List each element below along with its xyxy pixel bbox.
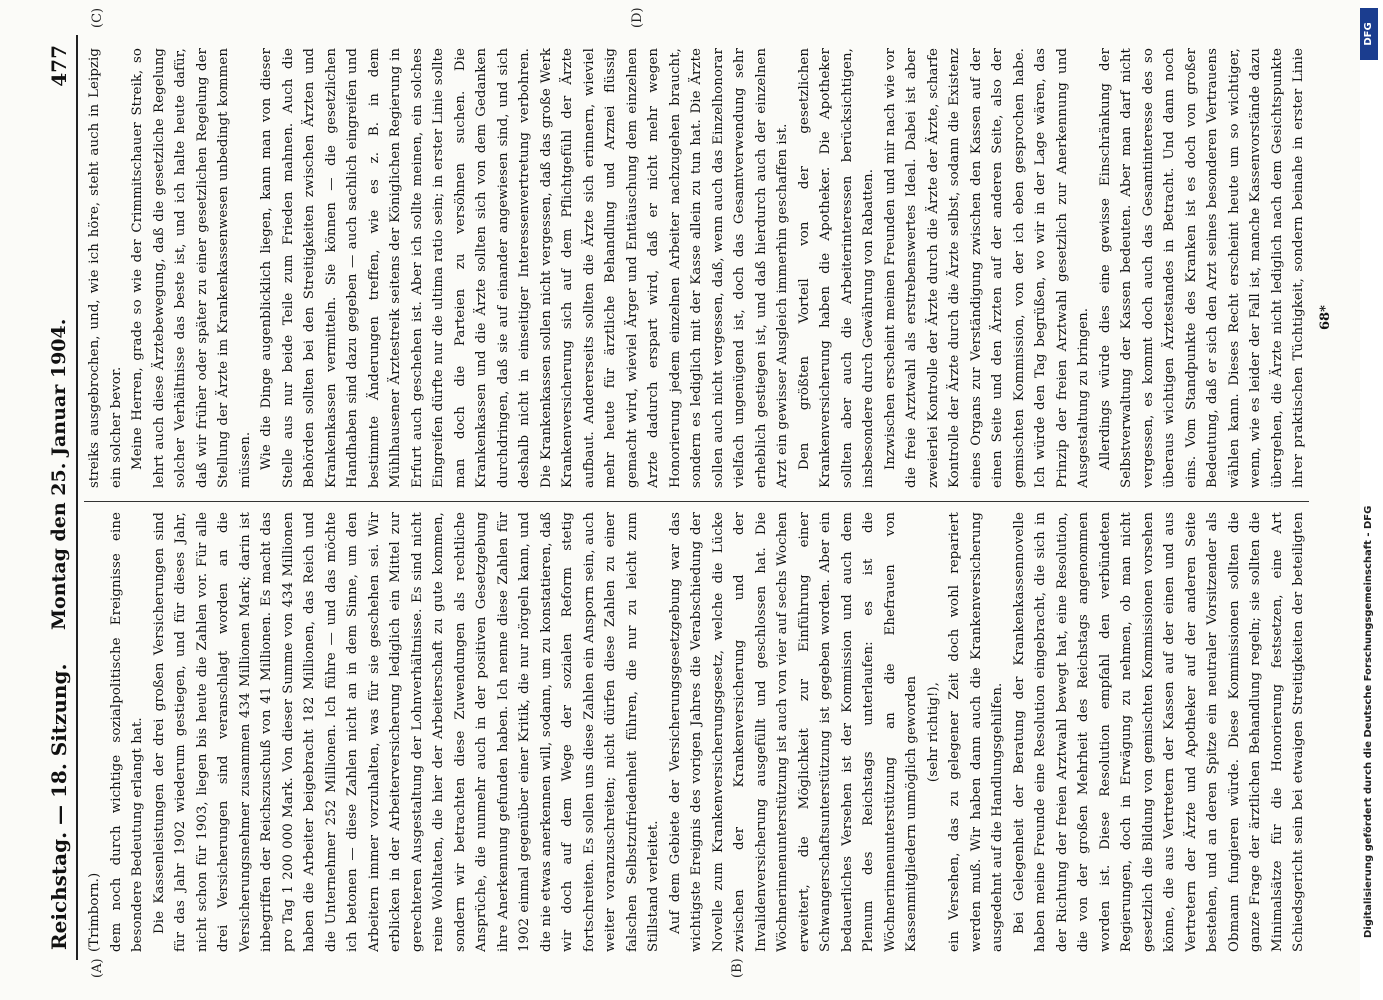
- left-column: [84, 512, 1314, 952]
- header-session: Reichstag. — 18. Sitzung.: [47, 663, 71, 950]
- paragraph: Auf dem Gebiete der Versicherungsgesetzgebung war das wichtigste Ereignis des vorigen Jahres die Verabschiedung der Novelle zum Krankenversicherungsgesetz, welche die Lücke zwischen der Krankenversicherung und der Invalidenversicherung ausgefüllt und geschlossen hat. Die Wöchnerinnenunterstützung ist auch von vier auf sechs Wochen erweitert, die Möglichkeit zur Einführung einer Schwangerschaftsunterstützung ist gegeben worden. Aber ein bedauerliches Versehen ist der Kommission und auch dem Plenum des Reichstags unterlaufen: es ist die Wöchnerinnenunterstützung an die Ehefrauen von Kassenmitgliedern unmöglich geworden: [667, 512, 919, 952]
- interjection: (sehr richtig!),: [925, 681, 941, 783]
- speaker-name: (Trimborn.): [87, 872, 102, 952]
- right-column: [84, 48, 1314, 488]
- header-date: Montag den 25. Januar 1904.: [48, 318, 70, 630]
- paragraph: Die Kassenleistungen der drei großen Versicherungen sind für das Jahr 1902 wiederum gestiegen, und für dieses Jahr, nicht schon für 1903, liegen bis heute die Zahlen vor. Für alle drei Versicherungen sind veranschlagt worden an die Versicherungsnehmer zusammen 434 Millionen Mark; darin ist inbegriffen der Reichszuschuß von 41 Millionen. Es macht das pro Tag 1 200 000 Mark. Von dieser Summe von 434 Millionen haben die Arbeiter beigebracht 182 Millionen, das Reich und die Unternehmer 252 Millionen. Ich führe — und das möchte ich betonen — diese Zahlen nicht an in dem Sinne, um den Arbeitern immer vorzuhalten, was für sie geschehen sei. Wir erblicken in der Arbeiterversicherung lediglich ein Mittel zur gerechteren Ausgestaltung der Lohnverhältnisse. Es sind nicht reine Wohltaten, die hier der Arbeiterschaft zu gute kommen, sondern wir betrachten diese Zuwendungen als rechtliche Ansprüche, die nunmehr auch in der positiven Gesetzgebung ihre Anerkennung gefunden haben. Ich nenne diese Zahlen für 1902 einmal gegenüber einer Kritik, die nur nörgeln kann, und die nie etwas anerkennen will, sodann, um zu konstatieren, daß wir doch auf dem Wege der sozialen Reform stetig fortschreiten. Es sollen uns diese Zahlen ein Ansporn sein, auch weiter voranzuschreiten; nicht dürfen diese Zahlen zu einer falschen Selbstzufriedenheit führen, die nur zu leicht zum Stillstand verleitet.: [151, 512, 661, 952]
- header-page-number: 477: [47, 45, 71, 87]
- margin-marker-d: (D): [630, 7, 645, 28]
- paragraph: Bei Gelegenheit der Beratung der Krankenkassennovelle haben meine Freunde eine Resolution eingebracht, die sich in der Richtung der freien Arztwahl bewegt hat, eine Resolution, die von der großen Mehrheit des Reichstags angenommen worden ist. Diese Resolution empfahl den verbündeten Regierungen, doch in Erwägung zu nehmen, ob man nicht gesetzlich die Bildung von gemischten Kommissionen vorsehen könne, die aus Vertretern der Kassen auf der einen und aus Vertretern der Ärzte und Apotheker auf der anderen Seite bestehen, und an deren Spitze ein neutraler Vorsitzender als Obmann fungieren würde. Diese Kommissionen sollten die ganze Frage der ärztlichen Behandlung regeln; sie sollten die Minimalsätze für die Honorierung festsetzen, eine Art Schiedsgericht sein bei etwaigen Streitigkeiten der beteiligten: [1011, 512, 1306, 952]
- credit-text: Digitalisierung gefördert durch die Deutsche Forschungsgemeinschaft - DFG: [1363, 505, 1374, 938]
- page-header: [42, 35, 78, 960]
- paragraph: Wie die Dinge augenblicklich liegen, kann man von dieser Stelle aus nur beide Teile zum Frieden mahnen. Auch die Behörden sollten bei den Streitigkeiten zwischen Ärzten und Krankenkassen vermitteln. Sie können — die gesetzlichen Handhaben sind dazu gegeben — auch sachlich eingreifen und bestimmte Änderungen treffen, wie es z. B. in dem Mühlhausener Ärztestreik seitens der Königlichen Regierung in Erfurt auch geschehen ist. Aber ich sollte meinen, ein solches Eingreifen dürfte nur die ultima ratio sein; in erster Linie sollte man doch die Parteien zu versöhnen suchen. Die Krankenkassen und die Ärzte sollten sich von dem Gedanken durchdringen, daß sie auf einander angewiesen sind, und sich deshalb nicht in einseitiger Interessenvertretung verbohren. Die Krankenkassen sollen nicht vergessen, daß das große Werk Krankenversicherung sich auf dem Pflichtgefühl der Ärzte aufbaut. Andererseits sollten die Ärzte sich erinnern, wieviel mehr heute für ärztliche Behandlung und Arznei flüssig gemacht wird, wieviel Ärger und Enttäuschung dem einzelnen Arzte dadurch erspart wird, daß er nicht mehr wegen Honorierung jedem einzelnen Arbeiter nachzugehen braucht, sondern es lediglich mit der Kasse allein zu tun hat. Die Ärzte sollen auch nicht vergessen, daß, wenn auch das Einzelhonorar vielfach ungenügend ist, doch das Gesamtverwendung sehr erheblich gestiegen ist, und daß hierdurch auch der einzelnen Arzt ein gewisser Ausgleich immerhin geschaffen ist.: [259, 48, 790, 488]
- digitization-credit: [1358, 8, 1380, 998]
- margin-marker-a: (A): [90, 958, 105, 978]
- paragraph: Meine Herren, grade so wie der Crimmitschauer Streik, so lehrt auch diese Ärztebewegung, daß die gesetzliche Regelung solcher Verhältnisse das beste ist, und ich halte heute dafür, daß wir früher oder später zu einer gesetzlichen Regelung der Stellung der Ärzte im Krankenkassenwesen unbedingt kommen müssen.: [130, 48, 253, 488]
- paragraph: Den größten Vorteil von der gesetzlichen Krankenversicherung haben die Apotheker. Die Apotheker sollten aber auch die Arbeiterinteressen berücksichtigen, insbesondere durch Gewährung von Rabatten.: [796, 48, 876, 488]
- paragraph: ein Versehen, das zu gelegener Zeit doch wohl repariert werden muß. Wir haben dann auch die Krankenversicherung ausgedehnt auf die Handlungsgehilfen.: [947, 512, 1005, 952]
- margin-marker-c: (C): [90, 7, 105, 28]
- margin-marker-b: (B): [730, 958, 745, 978]
- dfg-logo: DFG: [1360, 8, 1378, 60]
- paragraph: Inzwischen erscheint meinen Freunden und mir nach wie vor die freie Arztwahl als erstrebenswertes Ideal. Dabei ist aber zweierlei Kontrolle der Ärzte durch die Ärzte der Ärzte, scharfe Kontrolle der Ärzte durch die Ärzte selbst, sodann die Existenz eines Organs zur Verständigung zwischen den Kassen auf der einen Seite und den Ärzten auf der anderen Seite, also der gemischten Kommission, von der ich eben gesprochen habe. Ich würde den Tag begrüßen, wo wir in der Lage wären, das Prinzip der freien Arztwahl gesetzlich zur Anerkennung und Ausgestaltung zu bringen.: [882, 48, 1091, 488]
- column-divider: [84, 501, 1309, 502]
- paragraph: Allerdings würde dies eine gewisse Einschränkung der Selbstverwaltung der Kassen bedeuten. Aber man darf nicht vergessen, es kommt doch auch das Gesamtinteresse des so überaus wichtigen Ärztestandes in Betracht. Und dann noch eins. Vom Standpunkte des Kranken ist es doch von großer Bedeutung, daß er sich den Arzt seines besonderen Vertrauens wählen kann. Dieses Recht erscheint heute um so wichtiger, wenn, wie es leider der Fall ist, manche Kassenvorstände dazu übergehen, die Ärzte nicht lediglich nach dem Gesichtspunkte ihrer praktischen Tüchtigkeit, sondern beinahe in erster Linie: [1097, 48, 1306, 488]
- signature-number: 68*: [1318, 305, 1333, 330]
- paragraph: streiks ausgebrochen, und, wie ich höre, steht auch in Leipzig ein solcher bevor.: [87, 48, 124, 488]
- paragraph: dem noch durch wichtige sozialpolitische Ereignisse eine besondere Bedeutung erlangt hat.: [108, 512, 145, 952]
